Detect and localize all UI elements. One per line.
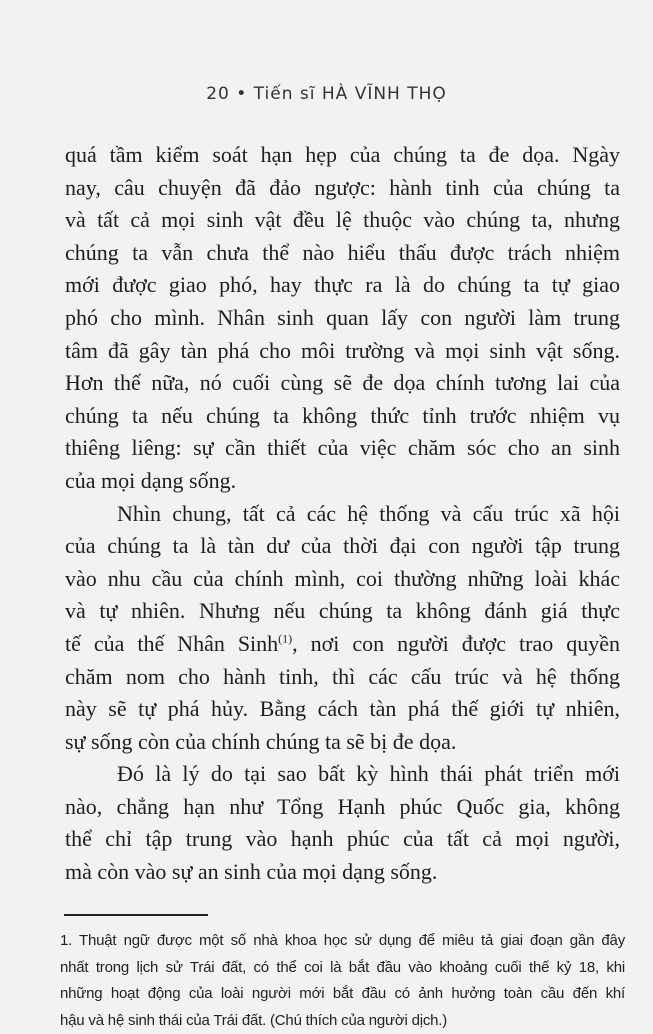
footnote-reference[interactable]: (1): [278, 632, 292, 646]
text-line: này sẽ tự phá hủy. Bằng cách tàn phá thế giới tự nhiên,: [65, 693, 620, 726]
text-line: Đó là lý do tại sao bất kỳ hình thái phát triển mới: [65, 758, 620, 791]
text-line: [65, 628, 620, 661]
paragraph-1: [65, 139, 620, 498]
footnote-line: hậu và hệ sinh thái của Trái đất. (Chú thích của người dịch.): [60, 1008, 625, 1034]
text-line: của mọi dạng sống.: [65, 465, 620, 498]
text-line: quá tầm kiểm soát hạn hẹp của chúng ta đe dọa. Ngày: [65, 139, 620, 172]
text-line: mà còn vào sự an sinh của mọi dạng sống.: [65, 856, 620, 889]
page-number: 20: [206, 84, 230, 104]
header-separator: •: [236, 84, 247, 104]
footnote-divider: [64, 914, 208, 916]
text-line: và tự nhiên. Nhưng nếu chúng ta không đánh giá thực: [65, 595, 620, 628]
body-text: [65, 139, 620, 889]
text-line: và tất cả mọi sinh vật đều lệ thuộc vào chúng ta, nhưng: [65, 204, 620, 237]
text-line: chăm nom cho hành tinh, thì các cấu trúc và hệ thống: [65, 661, 620, 694]
paragraph-3: [65, 758, 620, 888]
text-line: của chúng ta là tàn dư của thời đại con người tập trung: [65, 530, 620, 563]
running-header: [0, 82, 653, 106]
text-line: sự sống còn của chính chúng ta sẽ bị đe dọa.: [65, 726, 620, 759]
footnote: [60, 928, 625, 1034]
text-line: nào, chẳng hạn như Tổng Hạnh phúc Quốc gia, không: [65, 791, 620, 824]
header-author: Tiến sĩ HÀ VĨNH THỌ: [254, 84, 447, 104]
text-line: chúng ta vẫn chưa thể nào hiểu thấu được trách nhiệm: [65, 237, 620, 270]
text-line: thể chỉ tập trung vào hạnh phúc của tất cả mọi người,: [65, 823, 620, 856]
text-line: chúng ta nếu chúng ta không thức tỉnh trước nhiệm vụ: [65, 400, 620, 433]
text-line: nay, câu chuyện đã đảo ngược: hành tinh của chúng ta: [65, 172, 620, 205]
text-line: tâm đã gây tàn phá cho môi trường và mọi sinh vật sống.: [65, 335, 620, 368]
text-line: Nhìn chung, tất cả các hệ thống và cấu trúc xã hội: [65, 498, 620, 531]
text-line: mới được giao phó, hay thực ra là do chúng ta tự giao: [65, 269, 620, 302]
text-segment: tế của thế Nhân Sinh: [65, 631, 278, 656]
text-segment: , nơi con người được trao quyền: [292, 631, 620, 656]
text-line: thiêng liêng: sự cần thiết của việc chăm sóc cho an sinh: [65, 432, 620, 465]
text-line: Hơn thế nữa, nó cuối cùng sẽ đe dọa chính tương lai của: [65, 367, 620, 400]
text-line: vào nhu cầu của chính mình, coi thường những loài khác: [65, 563, 620, 596]
paragraph-2: [65, 498, 620, 759]
footnote-line: những hoạt động của loài người mới bắt đầu có ảnh hưởng toàn cầu đến khí: [60, 981, 625, 1008]
footnote-line: nhất trong lịch sử Trái đất, có thể coi là bắt đầu vào khoảng cuối thế kỷ 18, khi: [60, 955, 625, 982]
text-line: phó cho mình. Nhân sinh quan lấy con người làm trung: [65, 302, 620, 335]
footnote-line: 1. Thuật ngữ được một số nhà khoa học sử dụng để miêu tả giai đoạn gần đây: [60, 928, 625, 955]
